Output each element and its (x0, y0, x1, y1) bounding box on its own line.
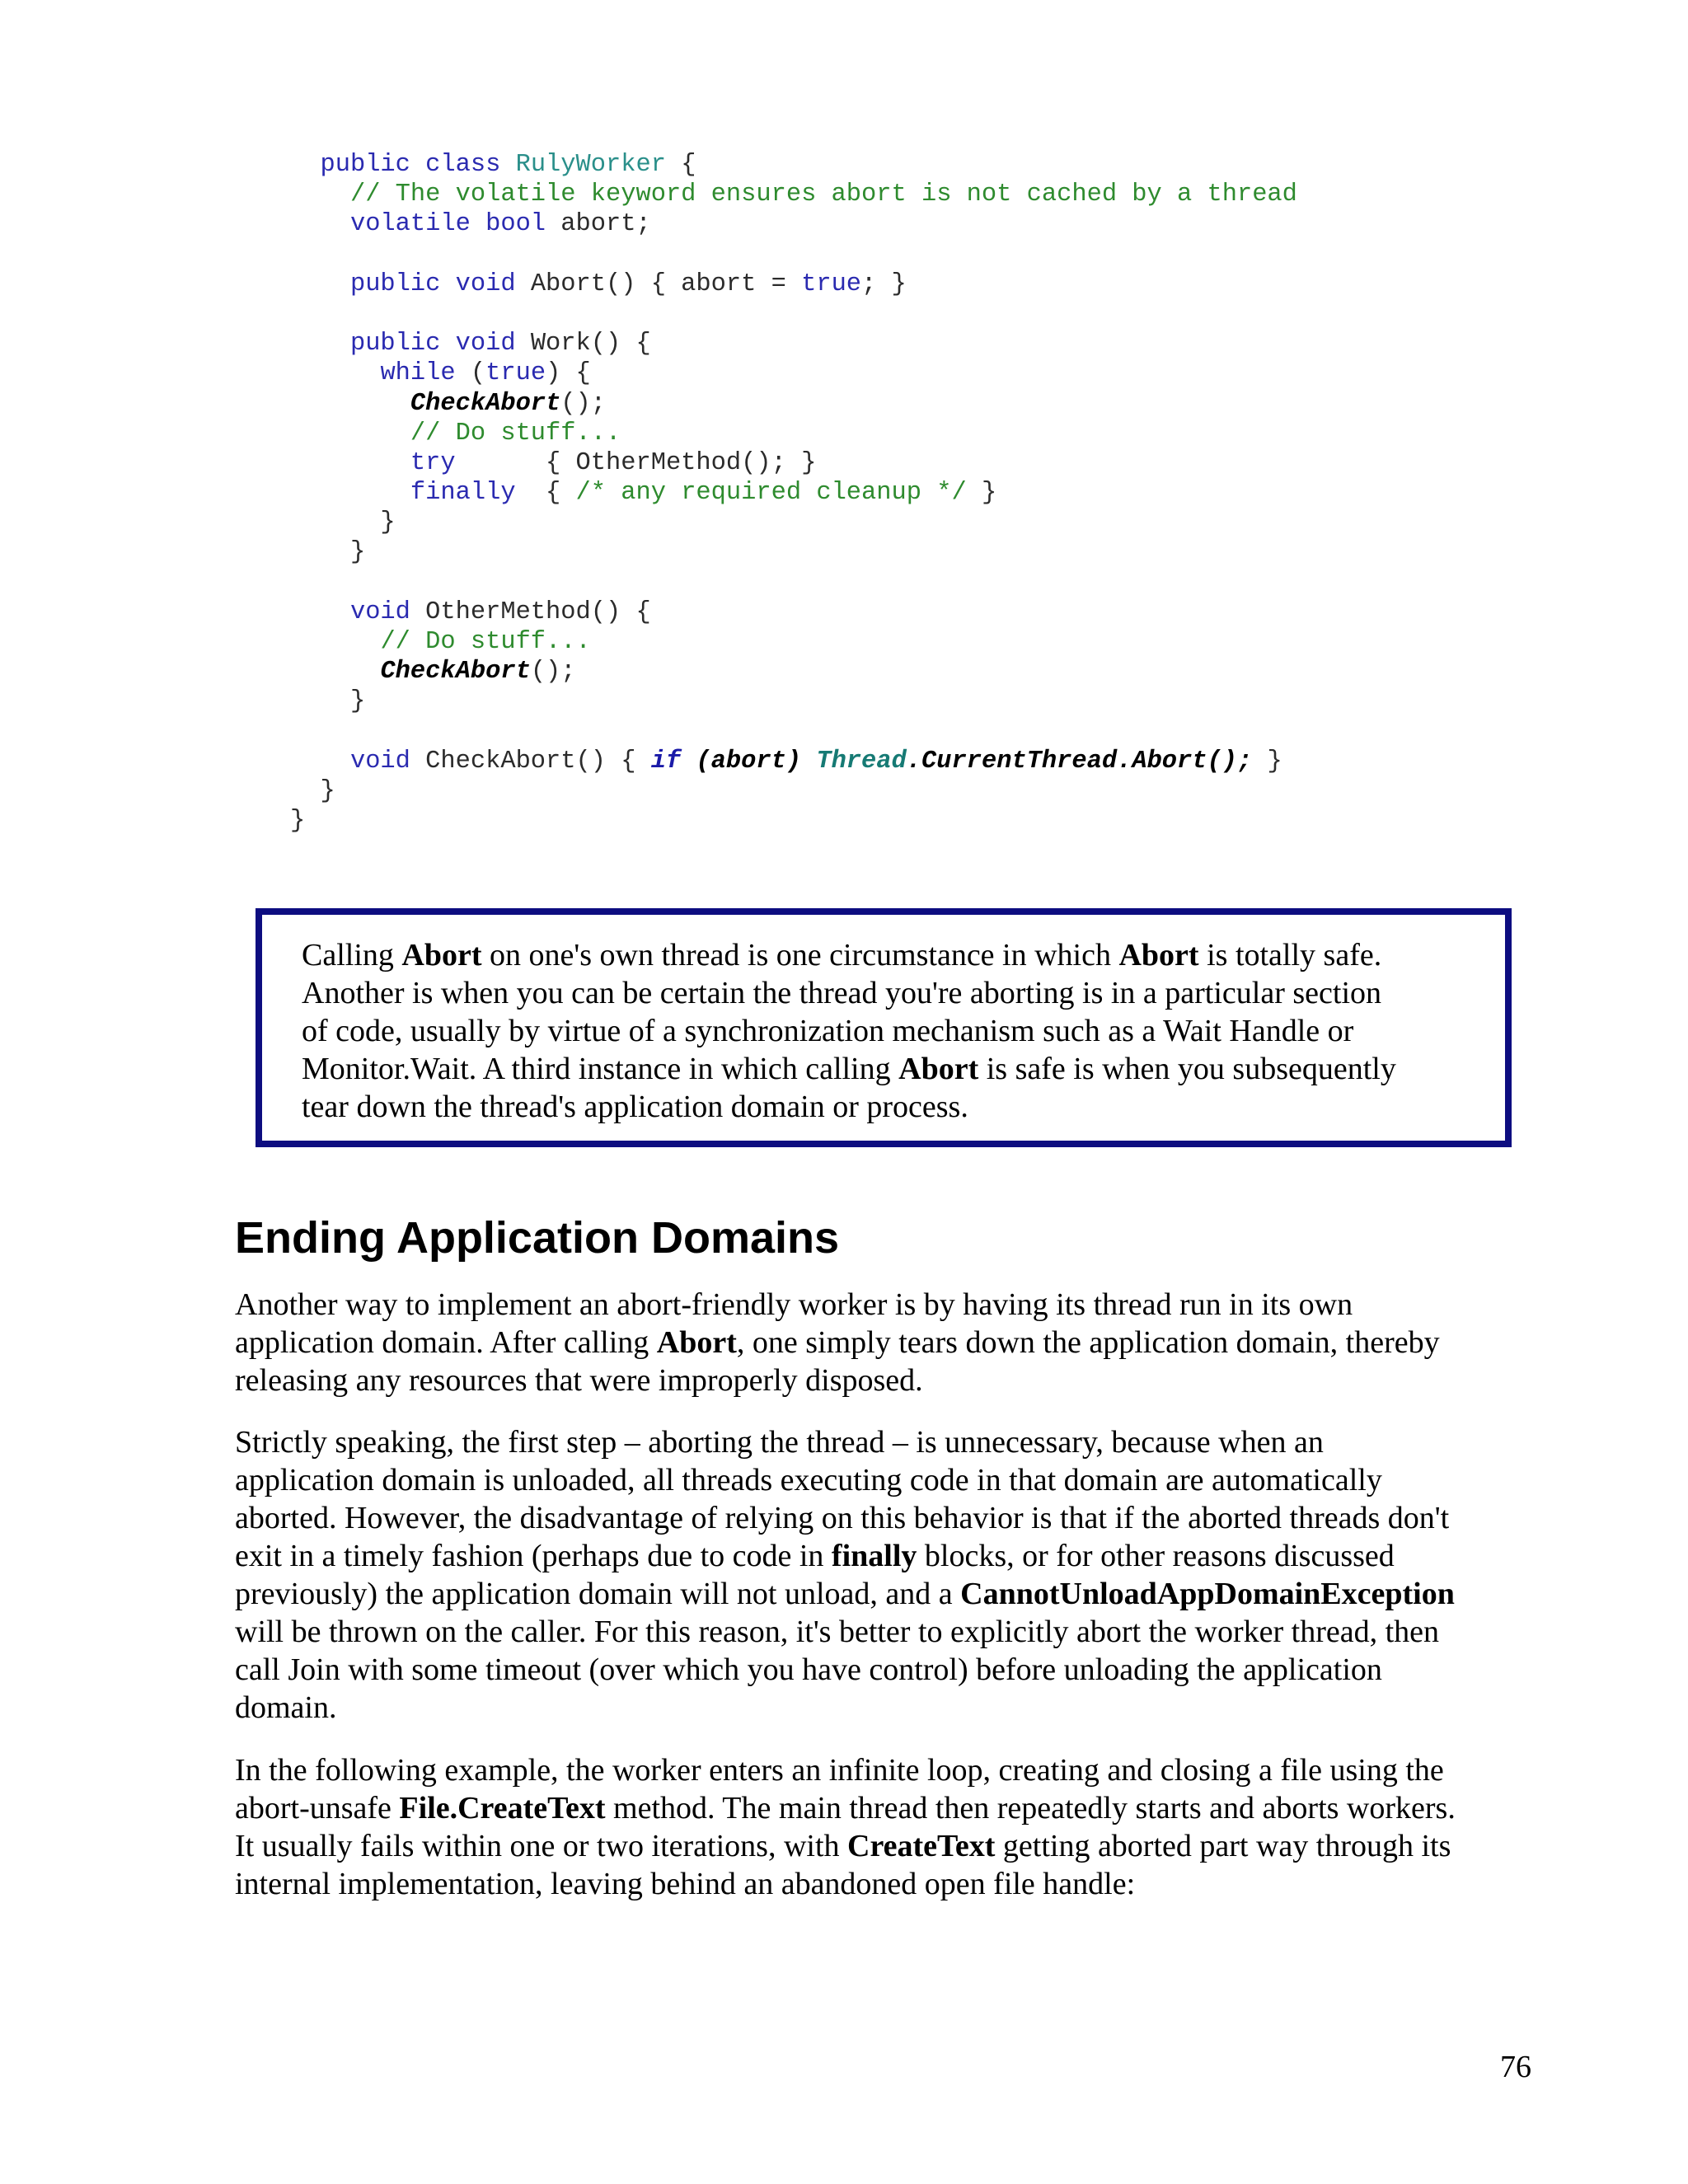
code-token: { (515, 479, 576, 508)
code-token (290, 449, 410, 477)
code-line (290, 508, 1297, 537)
paragraph-3 (235, 1751, 1554, 1903)
code-line (290, 717, 1297, 747)
code-token: CheckAbort (410, 389, 561, 418)
code-token: public void (349, 330, 531, 359)
code-line (290, 747, 1297, 776)
code-line (290, 627, 1297, 657)
text-run: Calling (302, 938, 402, 972)
code-token (290, 658, 380, 686)
bold-term: CannotUnloadAppDomainException (960, 1577, 1455, 1611)
code-line (290, 150, 1297, 180)
code-line (290, 329, 1297, 359)
code-line (290, 598, 1297, 627)
text-run: , one simply tears down the application domain, thereby (736, 1325, 1440, 1360)
paragraph-2 (235, 1423, 1554, 1727)
code-token: while (380, 359, 471, 388)
code-token: ( (470, 359, 486, 388)
text-run: Strictly speaking, the first step – aborting the thread – is unnecessary, because when an (235, 1425, 1324, 1460)
bold-term: Abort (898, 1052, 979, 1086)
bold-term: Abort (401, 938, 482, 972)
text-run: releasing any resources that were improperly disposed. (235, 1363, 923, 1398)
code-token: } (290, 687, 366, 716)
code-token: try (410, 448, 456, 477)
code-line (290, 209, 1297, 239)
code-token: /* any required cleanup */ (575, 479, 967, 508)
code-listing (290, 150, 1297, 836)
code-token (290, 419, 410, 448)
code-token: public class (320, 151, 516, 179)
code-token (290, 390, 410, 418)
code-token: ) { (546, 359, 591, 388)
code-token (290, 330, 350, 358)
text-run: method. The main thread then repeatedly starts and aborts workers. (605, 1791, 1456, 1825)
callout-text (302, 936, 1467, 1126)
code-line (290, 568, 1297, 598)
code-token: void (349, 598, 426, 626)
text-run: abort-unsafe (235, 1791, 400, 1825)
code-line (290, 180, 1297, 209)
text-run: of code, usually by virtue of a synchronization mechanism such as a Wait Handle or (302, 1014, 1354, 1048)
code-token: // Do stuff... (410, 419, 621, 448)
code-token: // Do stuff... (380, 628, 591, 656)
code-token: true (801, 269, 862, 298)
text-run: domain. (235, 1690, 337, 1725)
code-token: if (650, 747, 682, 776)
code-token: finally (410, 479, 516, 508)
text-run: will be thrown on the caller. For this reason, it's better to explicitly abort the worker thread, then (235, 1615, 1440, 1649)
code-token: RulyWorker (515, 151, 666, 179)
code-line (290, 359, 1297, 388)
section-heading: Ending Application Domains (235, 1213, 840, 1263)
code-token: void (349, 747, 426, 776)
code-token: OtherMethod() { (425, 598, 651, 626)
code-token: CheckAbort() { (425, 747, 651, 776)
text-run: call Join with some timeout (over which you have control) before unloading the application (235, 1652, 1382, 1687)
code-token: Abort() { abort = (530, 269, 802, 298)
text-run: is totally safe. (1198, 938, 1382, 972)
text-run: Another way to implement an abort-friendly worker is by having its thread run in its own (235, 1287, 1353, 1322)
code-token: } (290, 807, 306, 836)
code-token: public void (349, 269, 531, 298)
bold-term: File.CreateText (399, 1791, 606, 1825)
code-token (290, 270, 350, 298)
code-token (290, 210, 350, 238)
paragraph-1 (235, 1286, 1554, 1399)
code-token: (); (530, 658, 576, 687)
code-token (290, 748, 350, 776)
code-token: (); (560, 389, 606, 418)
text-run: Monitor.Wait. A third instance in which calling (302, 1052, 899, 1086)
page-number: 76 (1500, 2050, 1531, 2084)
code-token (290, 628, 380, 656)
text-run: on one's own thread is one circumstance in which (481, 938, 1119, 972)
code-token (290, 151, 320, 179)
text-run: is safe is when you subsequently (978, 1052, 1396, 1086)
code-token: } (290, 776, 335, 805)
text-run: exit in a timely fashion (perhaps due to code in (235, 1539, 832, 1573)
code-token: } (1252, 747, 1282, 776)
bold-term: Abort (656, 1325, 737, 1360)
text-run: tear down the thread's application domain or process. (302, 1090, 968, 1124)
code-token: volatile bool (349, 210, 561, 239)
bold-term: Abort (1118, 938, 1199, 972)
code-token: abort; (560, 210, 651, 239)
code-line (290, 806, 1297, 836)
code-line (290, 478, 1297, 508)
code-token (290, 359, 380, 387)
code-line (290, 537, 1297, 567)
bold-term: finally (831, 1539, 917, 1573)
code-token (290, 180, 350, 209)
text-run: It usually fails within one or two iterations, with (235, 1829, 848, 1863)
code-line (290, 687, 1297, 716)
code-line (290, 419, 1297, 448)
text-run: internal implementation, leaving behind an abandoned open file handle: (235, 1867, 1136, 1901)
code-token: true (485, 359, 546, 388)
text-run: getting aborted part way through its (995, 1829, 1451, 1863)
callout-box (256, 908, 1512, 1147)
code-token: { (665, 151, 696, 179)
code-token: (abort) (681, 747, 817, 776)
code-token: ; } (861, 269, 907, 298)
text-run: aborted. However, the disadvantage of relying on this behavior is that if the aborted threads don't (235, 1501, 1450, 1535)
text-run: In the following example, the worker enters an infinite loop, creating and closing a file using the (235, 1753, 1444, 1788)
text-run: Another is when you can be certain the thread you're aborting is in a particular section (302, 976, 1381, 1010)
code-line (290, 269, 1297, 299)
code-token: CheckAbort (380, 658, 531, 687)
code-token: Thread (816, 747, 907, 776)
code-line (290, 776, 1297, 806)
code-token (290, 479, 410, 507)
text-run: blocks, or for other reasons discussed (917, 1539, 1395, 1573)
code-token: .CurrentThread.Abort(); (906, 747, 1253, 776)
code-token: } (966, 479, 997, 508)
code-line (290, 448, 1297, 478)
bold-term: CreateText (847, 1829, 996, 1863)
code-line (290, 240, 1297, 269)
code-token: } (290, 509, 396, 537)
text-run: application domain. After calling (235, 1325, 657, 1360)
code-token: { OtherMethod(); } (455, 448, 817, 477)
code-token (290, 598, 350, 626)
code-line (290, 389, 1297, 419)
text-run: previously) the application domain will not unload, and a (235, 1577, 961, 1611)
code-token: Work() { (530, 330, 651, 359)
text-run: application domain is unloaded, all threads executing code in that domain are automatically (235, 1463, 1382, 1497)
code-line (290, 299, 1297, 329)
code-line (290, 657, 1297, 687)
code-token: } (290, 538, 366, 567)
code-token: // The volatile keyword ensures abort is not cached by a thread (349, 180, 1297, 209)
